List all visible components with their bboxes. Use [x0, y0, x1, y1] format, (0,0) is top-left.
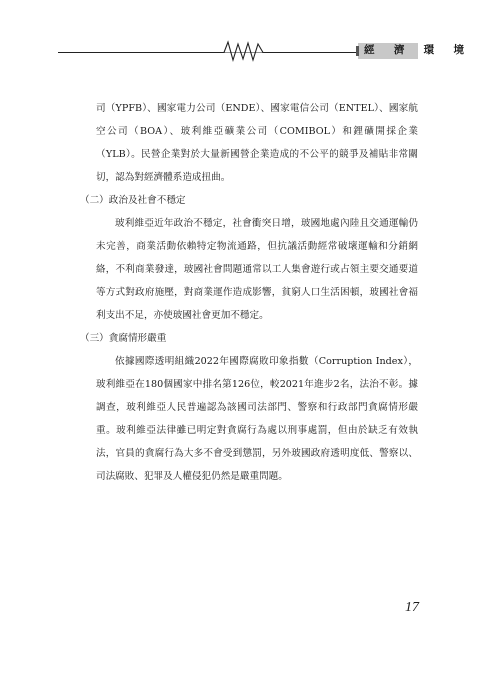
- section-heading-political: （二）政治及社會不穩定: [80, 195, 186, 206]
- continuation-paragraph: 司（YPFB）、國家電力公司（ENDE）、國家電信公司（ENTEL）、國家航空公司（BOA）、玻利維亞礦業公司（COMIBOL）和鋰礦開採企業（YLB）。民營企業對於大量新國營企業造成的不公平的競爭及補貼非常關切，認為對經濟體系造成扭曲。: [96, 103, 418, 183]
- body-text: [80, 97, 418, 488]
- header-title-char: 濟: [393, 44, 405, 56]
- political-paragraph: 玻利維亞近年政治不穩定，社會衝突日增，玻國地處內陸且交通運輸仍未完善，商業活動依賴特定物流通路，但抗議活動經常破壞運輸和分銷網絡，不利商業發達，玻國社會問題通常以工人集會遊行或占領主要交通要道等方式對政府施壓，對商業運作造成影響，貧窮人口生活困頓，玻國社會福利支出不足，亦使玻國社會更加不穩定。: [96, 218, 418, 321]
- header-title-char: 經: [364, 44, 375, 56]
- section-heading-corruption: （三）貪腐情形嚴重: [80, 333, 167, 344]
- page-header: [58, 38, 464, 64]
- page-number: 17: [405, 600, 419, 615]
- corruption-paragraph: 依據國際透明組織2022年國際腐敗印象指數（Corruption Index），玻利維亞在180個國家中排名第126位，較2021年進步2名，法治不彰。據調查，玻利維亞人民普遍認為該國司法部門、警察和行政部門貪腐情形嚴重。玻利維亞法律雖已明定對貪腐行為處以刑事處罰，但由於缺乏有效執法，官員的貪腐行為大多不會受到懲罰，另外玻國政府透明度低、警察以、司法腐敗、犯罪及人權侵犯仍然是嚴重問題。: [96, 356, 418, 482]
- header-title: [358, 42, 470, 57]
- header-title-char: 境: [453, 44, 464, 56]
- header-title-char: 環: [423, 44, 435, 56]
